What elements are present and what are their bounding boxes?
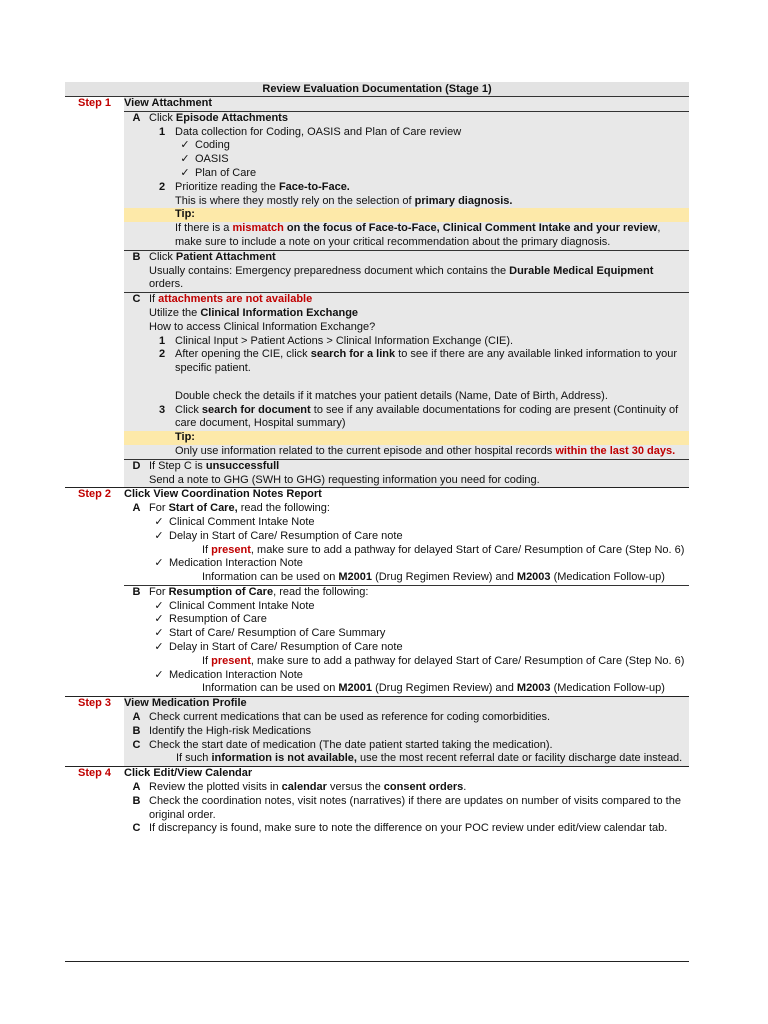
item-number: 2	[158, 180, 166, 193]
section-letter: C	[132, 822, 141, 835]
tip-label: Tip:	[124, 431, 689, 445]
section-letter: A	[132, 111, 141, 124]
bottom-rule	[65, 961, 689, 962]
check-icon: ✓	[180, 166, 190, 179]
step-heading: Click Edit/View Calendar	[124, 767, 253, 780]
section-letter: A	[132, 781, 141, 794]
section-d: D If Step C is unsuccessfull Send a note to GHG (SWH to GHG) requesting information you need for coding.	[124, 459, 689, 488]
step-heading: View Medication Profile	[124, 697, 247, 710]
item-number: 1	[158, 125, 166, 138]
check-icon: ✓	[180, 139, 190, 152]
step-1	[65, 97, 689, 488]
step-label: Step 2	[65, 488, 124, 696]
item-number: 3	[158, 403, 166, 416]
step-label: Step 4	[65, 767, 124, 836]
step-label: Step 1	[65, 97, 124, 487]
tip-text: If there is a mismatch on the focus of Face-to-Face, Clinical Comment Intake and your review, make sure to include a note on your critical recommendation about the primary diagnosis.	[175, 222, 661, 248]
tip-label: Tip:	[124, 208, 689, 222]
check-icon: ✓	[154, 613, 164, 626]
section-letter: C	[132, 738, 141, 751]
check-icon: ✓	[154, 529, 164, 542]
step-2	[65, 488, 689, 697]
step-body: Click Edit/View Calendar A Review the plotted visits in calendar versus the consent orders. B Check the coordination notes, visit notes (narratives) if there are updates on number of visits compared to the original order. C If discrepancy is found, make sure to note the difference on your POC review under edit/view calendar tab.	[124, 767, 689, 836]
step-heading: View Attachment	[124, 97, 213, 109]
section-letter: B	[132, 794, 141, 807]
check-icon: ✓	[154, 515, 164, 528]
step-label: Step 3	[65, 697, 124, 766]
section-letter: B	[132, 585, 141, 598]
check-icon: ✓	[154, 557, 164, 570]
check-icon: ✓	[154, 627, 164, 640]
check-icon: ✓	[154, 641, 164, 654]
step-heading: Click View Coordination Notes Report	[124, 488, 322, 501]
section-a: A Click Episode Attachments 1 Data collection for Coding, OASIS and Plan of Care review ✓ Coding ✓ OASIS ✓ Plan of Care 2 Prioritize reading the Face-to-Face. This is where they mostly rely on the selection of primary diagnosis. Tip: If there is a mismatch on the focus of Face-to-Face, Clinical Comment Intake and your review, make sure to include a note on your critical recommendation about the primary diagnosis.	[124, 111, 689, 250]
section-a: A For Start of Care, read the following: ✓ Clinical Comment Intake Note ✓ Delay in Start of Care/ Resumption of Care note If present, make sure to add a pathway for delayed Start of Care/ Resumption of Care (Step No. 6) ✓ Medication Interaction Note Information can be used on M2001 (Drug Regimen Review) and M2003 (Medication Follow-up)	[124, 502, 689, 585]
item-number: 2	[158, 348, 166, 361]
check-icon: ✓	[154, 599, 164, 612]
section-b: B Click Patient Attachment Usually contains: Emergency preparedness document which contains the Durable Medical Equipment orders.	[124, 250, 689, 292]
check-icon: ✓	[180, 153, 190, 166]
step-3	[65, 697, 689, 767]
section-c: C If attachments are not available Utilize the Clinical Information Exchange How to access Clinical Information Exchange? 1 Clinical Input > Patient Actions > Clinical Information Exchange (CIE). 2 After opening the CIE, click search for a link to see if there are any available linked information to your specific patient. Double check the details if it matches your patient details (Name, Date of Birth, Address). 3 Click search for document to see if any available documentations for coding are present (Continuity of care document, Hospital summary) Tip: Only use information related to the current episode and other hospital records within the last 30 days.	[124, 292, 689, 459]
step-body	[124, 97, 689, 487]
section-letter: A	[132, 502, 141, 515]
check-icon: ✓	[154, 668, 164, 681]
section-b: B For Resumption of Care, read the following: ✓ Clinical Comment Intake Note ✓ Resumption of Care ✓ Start of Care/ Resumption of Care Summary ✓ Delay in Start of Care/ Resumption of Care note If present, make sure to add a pathway for delayed Start of Care/ Resumption of Care (Step No. 6) ✓ Medication Interaction Note Information can be used on M2001 (Drug Regimen Review) and M2003 (Medication Follow-up)	[124, 585, 689, 696]
item-number: 1	[158, 334, 166, 347]
section-letter: A	[132, 711, 141, 724]
step-4	[65, 767, 689, 836]
section-letter: C	[132, 293, 141, 306]
document	[65, 82, 689, 836]
section-letter: B	[132, 250, 141, 263]
step-body: View Medication Profile A Check current medications that can be used as reference for coding comorbidities. B Identify the High-risk Medications C Check the start date of medication (The date patient started taking the medication). If such information is not available, use the most recent referral date or facility discharge date instead.	[124, 697, 689, 766]
section-letter: D	[132, 459, 141, 472]
step-body	[124, 488, 689, 696]
document-title: Review Evaluation Documentation (Stage 1)	[65, 82, 689, 97]
tip-text: Only use information related to the current episode and other hospital records within the last 30 days.	[175, 444, 676, 457]
section-letter: B	[132, 724, 141, 737]
